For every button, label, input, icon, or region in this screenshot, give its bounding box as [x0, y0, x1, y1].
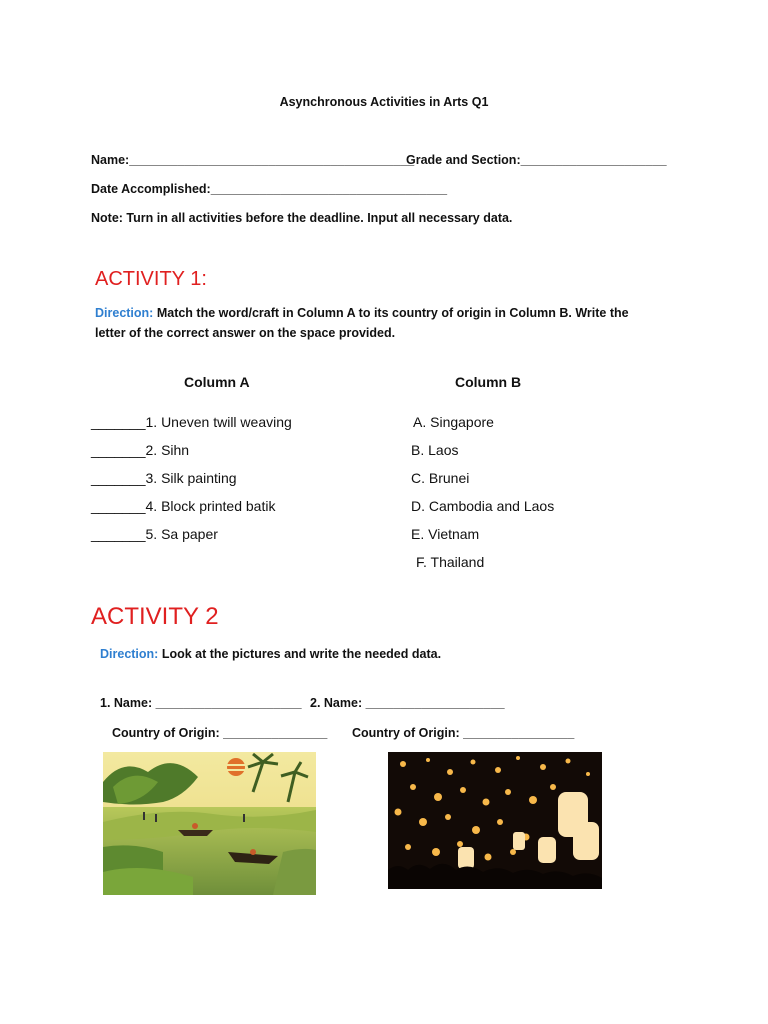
- name-field-line[interactable]: Name:_________________________________________: [91, 153, 415, 167]
- item1-country-field[interactable]: Country of Origin: _______________: [112, 726, 328, 740]
- direction-label: Direction:: [100, 647, 159, 661]
- item2-country-field[interactable]: Country of Origin: ________________: [352, 726, 575, 740]
- silk-painting-image: [103, 752, 316, 895]
- column-a-item[interactable]: _______3. Silk painting: [91, 470, 237, 486]
- column-a-item[interactable]: _______4. Block printed batik: [91, 498, 276, 514]
- page-title: Asynchronous Activities in Arts Q1: [279, 95, 489, 109]
- note-text: Note: Turn in all activities before the deadline. Input all necessary data.: [91, 211, 513, 225]
- column-b-item: D. Cambodia and Laos: [411, 498, 555, 514]
- column-a-item[interactable]: _______2. Sihn: [91, 442, 190, 458]
- direction-text-continued: letter of the correct answer on the space provided.: [95, 326, 396, 340]
- column-b-header: Column B: [455, 374, 522, 390]
- activity2-direction: [100, 647, 441, 661]
- column-b-item: A. Singapore: [413, 414, 494, 430]
- column-b-item: E. Vietnam: [411, 526, 480, 542]
- column-b-item: C. Brunei: [411, 470, 470, 486]
- column-b-item: B. Laos: [411, 442, 459, 458]
- column-b-item: F. Thailand: [416, 554, 485, 570]
- direction-label: Direction:: [95, 306, 154, 320]
- activity2-heading: ACTIVITY 2: [91, 603, 219, 630]
- activity1-direction: [95, 306, 629, 320]
- direction-text: Match the word/craft in Column A to its country of origin in Column B. Write the: [156, 306, 629, 320]
- column-a-item[interactable]: _______1. Uneven twill weaving: [91, 414, 292, 430]
- sky-lanterns-image: [388, 752, 602, 889]
- direction-text: Look at the pictures and write the needed data.: [161, 647, 442, 661]
- column-a-header: Column A: [184, 374, 250, 390]
- activity1-heading: ACTIVITY 1:: [95, 268, 207, 290]
- grade-section-field-line[interactable]: Grade and Section:_____________________: [406, 153, 667, 167]
- date-accomplished-field-line[interactable]: Date Accomplished:__________________________________: [91, 182, 448, 196]
- item2-name-field[interactable]: 2. Name: ____________________: [310, 696, 505, 710]
- column-a-item[interactable]: _______5. Sa paper: [91, 526, 218, 542]
- item1-name-field[interactable]: 1. Name: _____________________: [100, 696, 302, 710]
